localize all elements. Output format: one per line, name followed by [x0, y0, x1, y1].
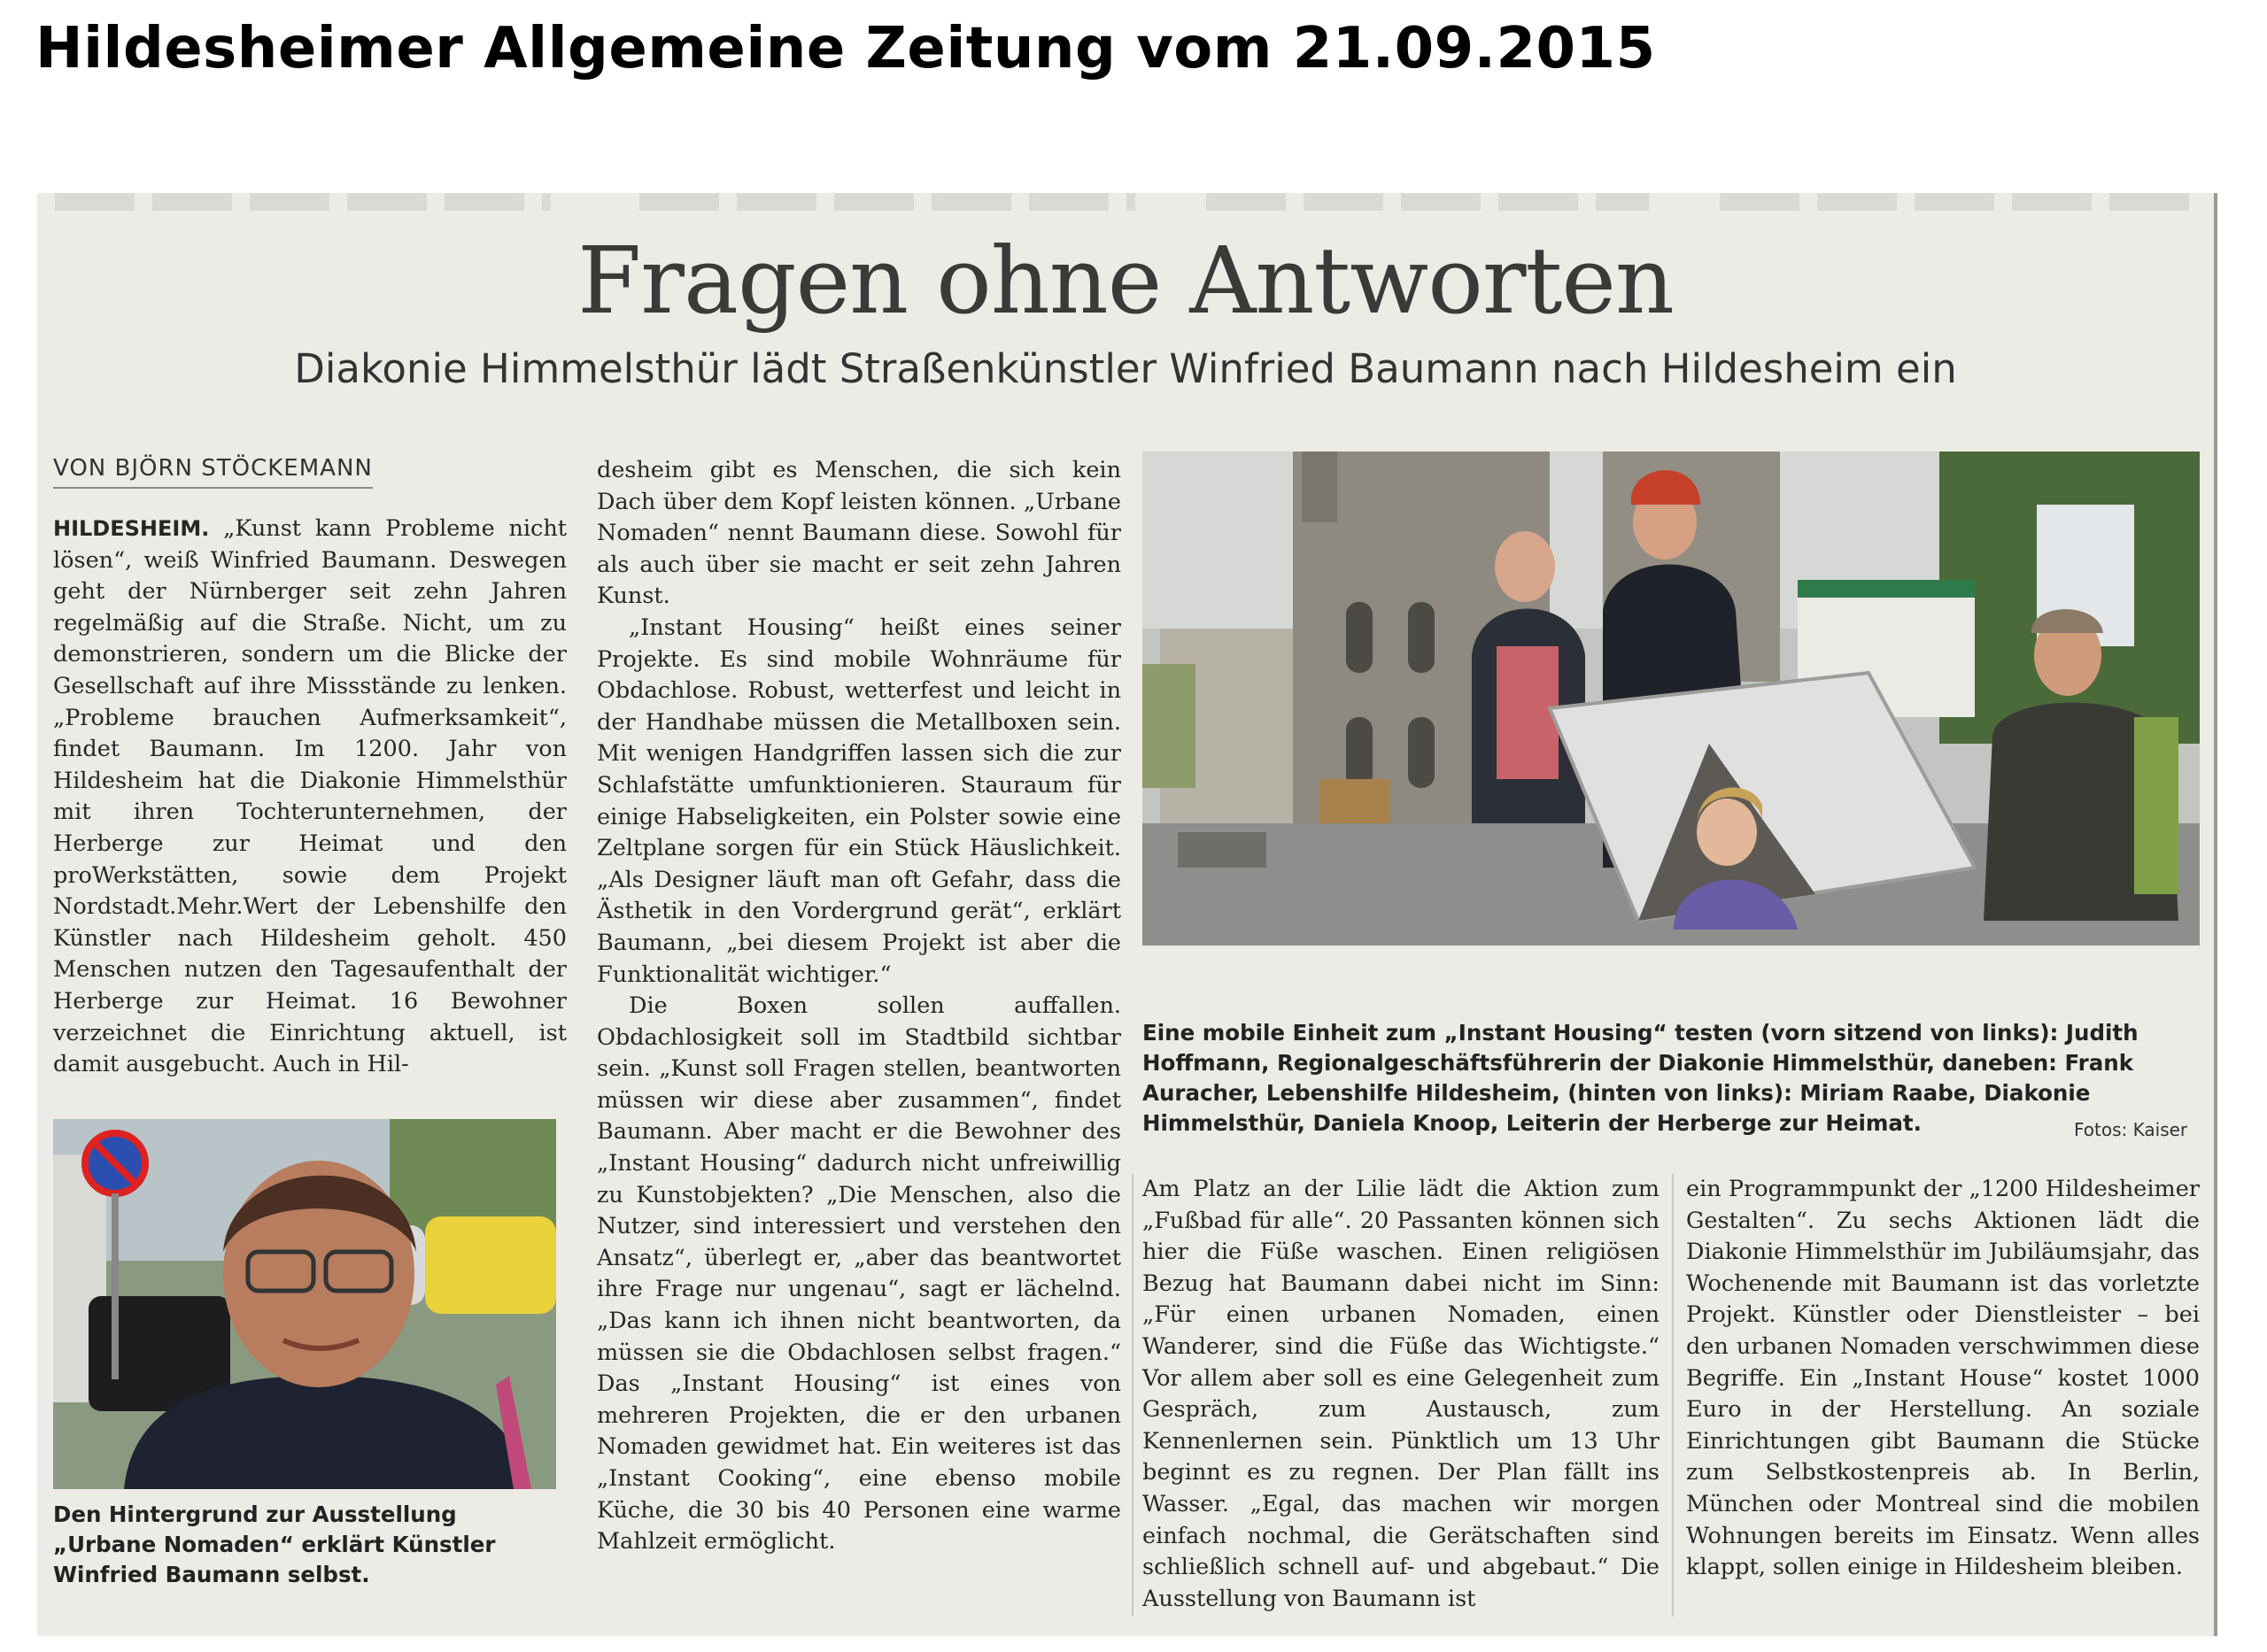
main-photo-image	[1142, 452, 2200, 946]
photo-credit: Fotos: Kaiser	[2074, 1119, 2188, 1140]
subheadline: Diakonie Himmelsthür lädt Straßenkünstler Winfried Baumann nach Hildesheim ein	[294, 345, 1957, 392]
dateline: HILDESHEIM.	[53, 516, 210, 541]
column-paragraph: Am Platz an der Lilie lädt die Aktion zum „Fußbad für alle“. 20 Passanten können sich hier die Füße waschen. Einen religiösen Bezug hat Baumann dabei nicht im Sinn: „Für einen urbanen Nomaden, einen Wanderer, sind die Füße das Wichtigste.“ Vor allem aber soll es eine Gelegenheit zum Gespräch, zum Austausch, zum Kennenlernen sein. Pünktlich um 13 Uhr beginnt es zu regnen. Der Plan fällt ins Wasser. „Egal, das machen wir morgen einfach nochmal, die Gerätschaften sind schließlich schnell auf- und abgebaut.“ Die Ausstellung von Baumann ist	[1142, 1176, 1660, 1612]
portrait-caption: Den Hintergrund zur Ausstellung „Urbane Nomaden“ erklärt Künstler Winfried Baumann selbst.	[53, 1501, 496, 1587]
column-paragraph: „Instant Housing“ heißt eines seiner Projekte. Es sind mobile Wohnräume für Obdachlose. Robust, wetterfest und leicht in der Handhabe müssen die Metallboxen sein. Mit wenigen Handgriffen lassen sich die zur Schlafstätte umfunktionieren. Stauraum für einige Habseligkeiten, ein Polster sowie eine Zeltplane sorgen für ein Stück Häuslichkeit. „Als Designer läuft man oft Gefahr, dass die Ästhetik in den Vordergrund gerät“, erklärt Baumann, „bei diesem Projekt ist aber die Funktionalität wichtiger.“	[597, 614, 1121, 988]
column-paragraph: ein Programmpunkt der „1200 Hildesheimer Gestalten“. Zu sechs Aktionen lädt die Diakonie Himmelsthür im Jubiläumsjahr, das Wochenende mit Baumann ist das vorletzte Projekt. Künstler oder Dienstleister – bei den urbanen Nomaden verschwimmen diese Begriffe. Ein „Instant House“ kostet 1000 Euro in der Herstellung. An soziale Einrichtungen gibt Baumann die Stücke zum Selbstkostenpreis ab. In Berlin, München oder Montreal sind die mobilen Wohnungen bereits im Einsatz. Wenn alles klappt, sollen einige in Hildesheim bleiben.	[1686, 1176, 2200, 1581]
article-column-2	[597, 455, 1121, 1558]
byline: VON BJÖRN STÖCKEMANN	[53, 455, 373, 489]
portrait-photo	[53, 1119, 556, 1489]
bleed-through-text	[55, 193, 551, 211]
headline: Fragen ohne Antworten	[577, 227, 1674, 335]
bleed-through-text	[639, 193, 1135, 211]
newspaper-clipping	[37, 193, 2217, 1636]
page-header: Hildesheimer Allgemeine Zeitung vom 21.09.2015	[35, 16, 1656, 81]
article-column-4	[1686, 1174, 2200, 1584]
column-paragraph: Die Boxen sollen auffallen. Obdachlosigkeit soll im Stadtbild sichtbar sein. „Kunst soll Fragen stellen, beantworten müssen wir diese aber zusammen“, findet Baumann. Aber macht er die Bewohner des „Instant Housing“ dadurch nicht unfreiwillig zu Kunstobjekten? „Die Menschen, also die Nutzer, sind interessiert und verstehen den Ansatz“, überlegt er, „aber das beantwortet ihre Frage nur ungenau“, sagt er lächelnd. „Das kann ich ihnen nicht beantworten, da müssen sie die Obdachlosen selbst fragen.“ Das „Instant Housing“ ist eines von mehreren Projekten, die er den urbanen Nomaden gewidmet hat. Ein weiteres ist das „Instant Cooking“, eine ebenso mobile Küche, die 30 bis 40 Personen eine warme Mahlzeit ermöglicht.	[597, 992, 1121, 1556]
bleed-through-text	[1206, 193, 1649, 211]
main-photo-caption: Eine mobile Einheit zum „Instant Housing“ testen (vorn sitzend von links): Judith Hoffmann, Regionalgeschäftsführerin der Diakonie Himmelsthür, daneben: Frank Auracher, Lebenshilfe Hildesheim, (hinten von links): Miriam Raabe, Diakonie Himmelsthür, Daniela Knoop, Leiterin der Herberge zur Heimat.	[1142, 1020, 2139, 1136]
column-separator	[1672, 1174, 1674, 1617]
bleed-through-text	[1720, 193, 2198, 211]
article-column-1	[53, 513, 567, 1081]
main-photo	[1142, 452, 2200, 946]
column-paragraph: desheim gibt es Menschen, die sich kein Dach über dem Kopf leisten können. „Urbane Nomaden“ nennt Baumann diese. Sowohl für als auch über sie macht er seit zehn Jahren Kunst.	[597, 457, 1121, 610]
column-text: „Kunst kann Probleme nicht lösen“, weiß Winfried Baumann. Deswegen geht der Nürnberger seit zehn Jahren regelmäßig auf die Straße. Nicht, um zu demonstrieren, sondern um die Blicke der Gesellschaft auf ihre Missstände zu lenken. „Probleme brauchen Aufmerksamkeit“, findet Baumann. Im 1200. Jahr von Hildesheim hat die Diakonie Himmelsthür mit ihren Tochterunternehmen, der Herberge zur Heimat und den proWerkstätten, sowie dem Projekt Nordstadt.Mehr.Wert der Lebenshilfe den Künstler nach Hildesheim geholt. 450 Menschen nutzen den Tagesaufenthalt der Herberge zur Heimat. 16 Bewohner verzeichnet die Einrichtung aktuell, ist damit ausgebucht. Auch in Hil-	[53, 515, 567, 1078]
portrait-photo-image	[53, 1119, 556, 1489]
article-column-3	[1142, 1174, 1660, 1615]
column-separator	[1132, 1174, 1134, 1617]
